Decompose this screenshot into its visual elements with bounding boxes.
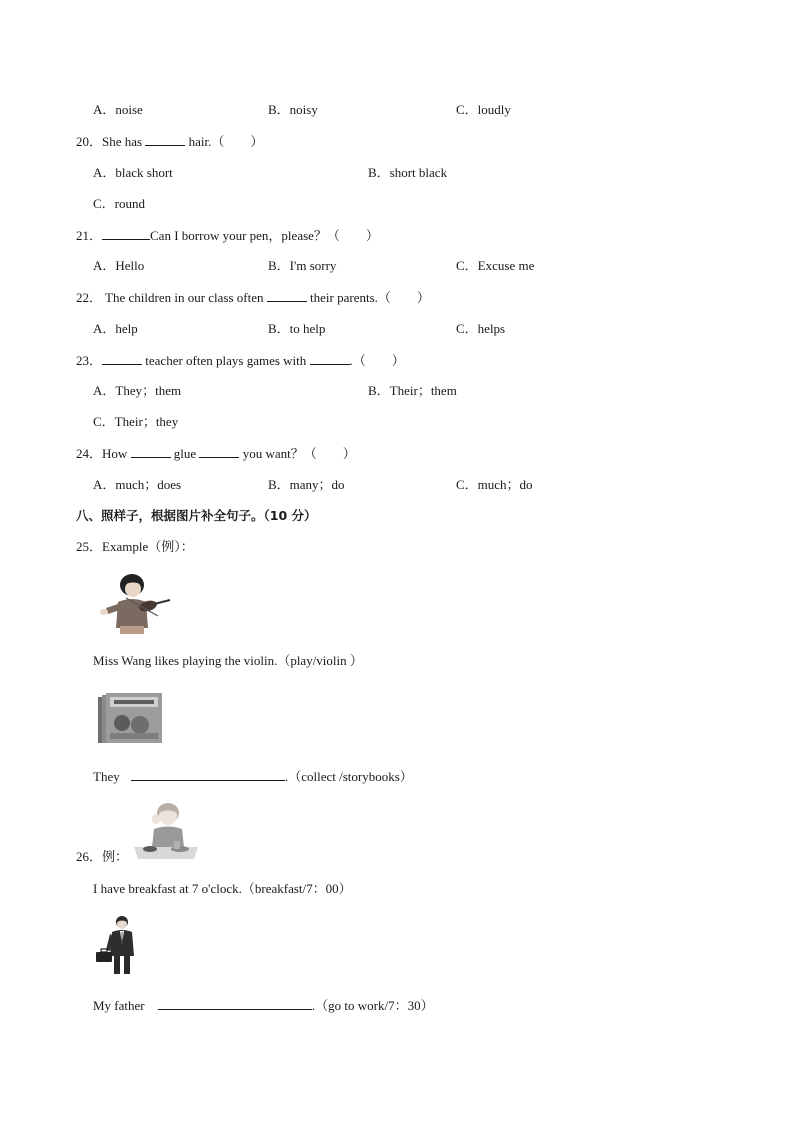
q24-option-a: A．much；does <box>93 477 182 492</box>
q21-option-a: A．Hello <box>93 258 145 273</box>
question-20 <box>76 133 263 150</box>
question-21 <box>76 227 379 244</box>
q19-option-c: C．loudly <box>456 102 511 117</box>
boy-breakfast-picture <box>134 799 198 861</box>
answer-blank <box>102 352 142 365</box>
question-text: How <box>102 446 128 461</box>
prompt-hint: .（go to work/7：30） <box>311 998 434 1013</box>
q22-option-c: C．helps <box>456 321 506 336</box>
question-text: Can I borrow your pen，please？（ ） <box>150 228 379 243</box>
question-text: She has <box>102 134 143 149</box>
violin-player-picture <box>96 572 172 634</box>
q20-option-b: B．short black <box>368 165 448 180</box>
prompt-subject: My father <box>93 998 145 1013</box>
question-text: you want？（ ） <box>242 446 356 461</box>
q23-option-c: C．Their；they <box>93 414 179 429</box>
q21-option-c: C．Excuse me <box>456 258 535 273</box>
question-number: 20． <box>76 134 103 149</box>
answer-blank <box>145 133 185 146</box>
q26-example-sentence: I have breakfast at 7 o'clock.（breakfast/7：00） <box>93 881 352 896</box>
q19-option-b: B．noisy <box>268 102 318 117</box>
question-text: .（ ） <box>349 353 405 368</box>
answer-blank <box>131 445 171 458</box>
question-text: hair.（ ） <box>188 134 264 149</box>
q22-option-b: B．to help <box>268 321 326 336</box>
question-number: 24． <box>76 446 103 461</box>
prompt-hint: .（collect /storybooks） <box>284 769 413 784</box>
answer-blank <box>131 768 285 781</box>
q24-option-b: B．many；do <box>268 477 345 492</box>
question-25-label <box>76 539 194 555</box>
section-title: 八、照样子，根据图片补全句子。（10 分） <box>76 508 317 523</box>
q26-prompt <box>93 997 434 1014</box>
q20-option-c: C．round <box>93 196 146 211</box>
question-number: 21． <box>76 228 103 243</box>
q22-option-a: A．help <box>93 321 138 336</box>
q25-example-sentence: Miss Wang likes playing the violin.（play/violin ） <box>93 653 363 668</box>
question-number: 22． <box>76 290 103 305</box>
question-text: their parents.（ ） <box>310 290 430 305</box>
question-number: 23． <box>76 353 103 368</box>
q19-option-a: A．noise <box>93 102 143 117</box>
question-text: glue <box>173 446 197 461</box>
q24-option-c: C．much；do <box>456 477 533 492</box>
question-text: The children in our class often <box>102 290 264 305</box>
answer-blank <box>102 227 150 240</box>
question-24 <box>76 445 356 462</box>
prompt-subject: They <box>93 769 120 784</box>
q23-option-a: A．They；them <box>93 383 182 398</box>
answer-blank <box>199 445 239 458</box>
q20-option-a: A．black short <box>93 165 173 180</box>
answer-blank <box>158 997 312 1010</box>
storybooks-picture <box>96 689 164 745</box>
q21-option-b: B．I'm sorry <box>268 258 337 273</box>
answer-blank <box>267 289 307 302</box>
question-26-label: 26．例： <box>76 849 129 864</box>
question-23 <box>76 352 405 369</box>
question-text: teacher often plays games with <box>145 353 307 368</box>
businessman-picture <box>96 914 144 976</box>
answer-blank <box>310 352 350 365</box>
question-number: 25． <box>76 539 103 554</box>
q23-option-b: B．Their；them <box>368 383 457 398</box>
question-22 <box>76 289 430 306</box>
q25-prompt <box>93 768 413 785</box>
question-text: Example（例）： <box>102 539 194 554</box>
